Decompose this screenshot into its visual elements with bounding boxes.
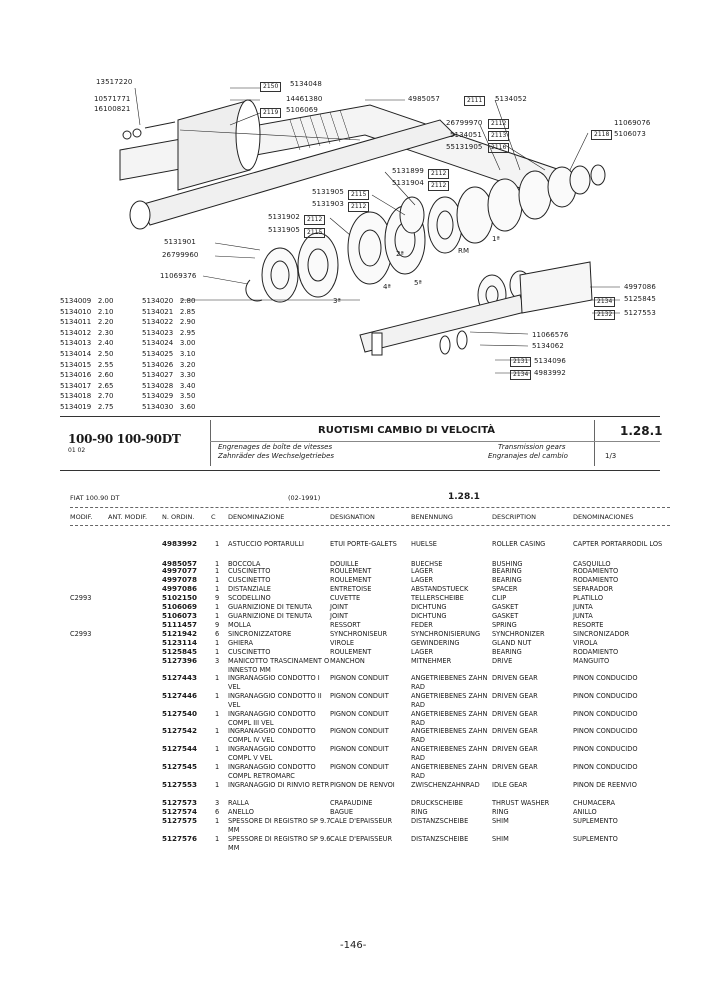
shim-row: 5134017 2.65 bbox=[60, 381, 114, 390]
cell-de: TELLERSCHEIBE bbox=[411, 594, 464, 602]
cell-de: ANGETRIEBENES ZAHN RAD bbox=[411, 763, 488, 780]
cell-code: 5127542 bbox=[162, 726, 198, 735]
ref-box: 2134 bbox=[594, 297, 615, 307]
shim-row: 5134014 2.50 bbox=[60, 349, 114, 358]
cell-code: 5127574 bbox=[162, 807, 198, 816]
shim-row: 5134019 2.75 bbox=[60, 402, 114, 411]
cell-en: GLAND NUT bbox=[492, 639, 532, 647]
cell-it: INGRANAGGIO CONDOTTO II VEL bbox=[228, 692, 322, 709]
ref-box: 2112 bbox=[348, 202, 369, 212]
cell-q: 3 bbox=[215, 657, 220, 665]
cell-code: 5106069 bbox=[162, 602, 198, 611]
ref-box: 2111 bbox=[464, 96, 485, 106]
ref-box: 2118 bbox=[591, 130, 612, 140]
cell-it: ANELLO bbox=[228, 808, 254, 816]
gear-label: 1ª bbox=[492, 235, 500, 243]
cell-en: ROLLER CASING bbox=[492, 540, 546, 548]
list-date: (02-1991) bbox=[288, 494, 321, 502]
cell-de: LAGER bbox=[411, 576, 434, 584]
cell-fr: CALE D'EPAISSEUR bbox=[330, 835, 393, 843]
cell-en: IDLE GEAR bbox=[492, 781, 528, 789]
cell-q: 1 bbox=[215, 603, 220, 611]
cell-q: 3 bbox=[215, 799, 220, 807]
cell-q: 1 bbox=[215, 576, 220, 584]
cell-it: INGRANAGGIO CONDOTTO COMPL RETROMARC bbox=[228, 763, 316, 780]
cell-code: 5127443 bbox=[162, 673, 198, 682]
cell-q: 1 bbox=[215, 763, 220, 771]
cell-fr: VIROLE bbox=[330, 639, 355, 647]
callout: 4983992 bbox=[534, 369, 566, 377]
cell-fr: PIGNON CONDUIT bbox=[330, 763, 389, 771]
header-divider bbox=[594, 441, 660, 442]
header-divider bbox=[594, 420, 595, 466]
cell-q: 1 bbox=[215, 674, 220, 682]
header-divider bbox=[210, 441, 594, 442]
cell-code: 4997077 bbox=[162, 566, 198, 575]
cell-de: DISTANZSCHEIBE bbox=[411, 817, 469, 825]
cell-it: MANICOTTO TRASCINAMENT O INNESTO MM bbox=[228, 657, 330, 674]
cell-de: RING bbox=[411, 808, 428, 816]
shim-row: 5134015 2.55 bbox=[60, 360, 114, 369]
shim-row: 5134027 3.30 bbox=[142, 371, 196, 380]
cell-it: BOCCOLA bbox=[228, 560, 261, 568]
shim-row: 5134010 2.10 bbox=[60, 307, 114, 316]
col-header: C bbox=[211, 513, 216, 521]
callout: 5134051 bbox=[450, 131, 482, 139]
model-name: 100-90 100-90DT bbox=[68, 432, 181, 446]
cell-de: DISTANZSCHEIBE bbox=[411, 835, 469, 843]
cell-code: 5127553 bbox=[162, 780, 198, 789]
ref-box: 2131 bbox=[510, 357, 531, 367]
cell-it: SCODELLINO bbox=[228, 594, 271, 602]
cell-q: 9 bbox=[215, 621, 220, 629]
cell-q: 6 bbox=[215, 630, 220, 638]
shim-row: 5134029 3.50 bbox=[142, 392, 196, 401]
cell-fr: PIGNON CONDUIT bbox=[330, 674, 389, 682]
cell-fr: ROULEMENT bbox=[330, 576, 372, 584]
cell-en: DRIVEN GEAR bbox=[492, 674, 538, 682]
callout: 5131905 bbox=[268, 226, 300, 234]
cell-de: ZWISCHENZAHNRAD bbox=[411, 781, 480, 789]
section-number: 1.28.1 bbox=[620, 424, 663, 438]
cell-es: PINON CONDUCIDO bbox=[573, 763, 638, 771]
cell-q: 1 bbox=[215, 727, 220, 735]
cell-en: SPACER bbox=[492, 585, 518, 593]
cell-it: CUSCINETTO bbox=[228, 576, 271, 584]
cell-code: 5106073 bbox=[162, 611, 198, 620]
cell-fr: CALE D'EPAISSEUR bbox=[330, 817, 393, 825]
cell-de: GEWINDERING bbox=[411, 639, 460, 647]
cell-code: 5121942 bbox=[162, 629, 198, 638]
shim-row: 5134009 2.00 bbox=[60, 297, 114, 305]
cell-es: PINON CONDUCIDO bbox=[573, 727, 638, 735]
cell-de: ANGETRIEBENES ZAHN RAD bbox=[411, 727, 488, 744]
ref-box: 2112 bbox=[428, 169, 449, 179]
cell-fr: BAGUE bbox=[330, 808, 354, 816]
cell-de: ANGETRIEBENES ZAHN RAD bbox=[411, 674, 488, 691]
cell-de: BUECHSE bbox=[411, 560, 443, 568]
ref-box: 2113 bbox=[488, 131, 509, 141]
cell-fr: MANCHON bbox=[330, 657, 365, 665]
cell-es: JUNTA bbox=[573, 612, 593, 620]
cell-fr: ROULEMENT bbox=[330, 567, 372, 575]
cell-it: INGRANAGGIO CONDOTTO COMPL III VEL bbox=[228, 710, 316, 727]
cell-en: DRIVEN GEAR bbox=[492, 727, 538, 735]
callout: 16100821 bbox=[94, 105, 131, 113]
cell-code: 5125845 bbox=[162, 647, 198, 656]
cell-es: PLATILLO bbox=[573, 594, 604, 602]
cell-it: INGRANAGGIO CONDOTTO COMPL IV VEL bbox=[228, 727, 316, 744]
cell-fr: JOINT bbox=[330, 612, 349, 620]
cell-it: GUARNIZIONE DI TENUTA bbox=[228, 603, 312, 611]
col-header: DESCRIPTION bbox=[492, 513, 536, 521]
cell-fr: CRAPAUDINE bbox=[330, 799, 373, 807]
cell-code: 5102150 bbox=[162, 593, 198, 602]
ref-box: 2116 bbox=[488, 143, 509, 153]
shim-row: 5134023 2.95 bbox=[142, 328, 196, 337]
cell-es: PINON CONDUCIDO bbox=[573, 710, 638, 718]
cell-q: 1 bbox=[215, 540, 220, 548]
cell-es: SUPLEMENTO bbox=[573, 835, 618, 843]
callout: 5134052 bbox=[495, 95, 527, 103]
header-rule-bottom bbox=[60, 470, 660, 471]
gear-label: 5ª bbox=[414, 279, 422, 287]
cell-es: VIROLA bbox=[573, 639, 598, 647]
cell-q: 1 bbox=[215, 835, 220, 843]
cell-es: MANGUITO bbox=[573, 657, 610, 665]
cell-fr: PIGNON CONDUIT bbox=[330, 692, 389, 700]
cell-de: DICHTUNG bbox=[411, 603, 447, 611]
cell-code: 4997078 bbox=[162, 575, 198, 584]
callout: 5125845 bbox=[624, 295, 656, 303]
cell-en: DRIVE bbox=[492, 657, 513, 665]
gear-label: 3ª bbox=[333, 297, 341, 305]
cell-fr: PIGNON CONDUIT bbox=[330, 745, 389, 753]
shim-row: 5134018 2.70 bbox=[60, 392, 114, 401]
cell-en: BEARING bbox=[492, 567, 522, 575]
callout: 14461380 bbox=[286, 95, 323, 103]
cell-en: DRIVEN GEAR bbox=[492, 745, 538, 753]
table-header-rule bbox=[70, 525, 670, 526]
callout: 5106073 bbox=[614, 130, 646, 138]
cell-es: CHUMACERA bbox=[573, 799, 616, 807]
callout: 5131901 bbox=[164, 238, 196, 246]
cell-q: 9 bbox=[215, 594, 220, 602]
cell-fr: ETUI PORTE-GALETS bbox=[330, 540, 397, 548]
shim-row: 5134016 2.60 bbox=[60, 371, 114, 380]
cell-en: CLIP bbox=[492, 594, 507, 602]
shim-row: 5134030 3.60 bbox=[142, 402, 196, 411]
cell-fr: SYNCHRONISEUR bbox=[330, 630, 388, 638]
col-header: ANT. MODIF. bbox=[108, 513, 148, 521]
shim-row: 5134024 3.00 bbox=[142, 339, 196, 348]
cell-q: 1 bbox=[215, 817, 220, 825]
callout: 11069076 bbox=[614, 119, 651, 127]
col-header: BENENNUNG bbox=[411, 513, 453, 521]
shim-row: 5134022 2.90 bbox=[142, 318, 196, 327]
title-fr: Engrenages de boîte de vitesses bbox=[218, 443, 333, 451]
cell-en: RING bbox=[492, 808, 509, 816]
cell-es: RODAMIENTO bbox=[573, 576, 619, 584]
shim-row: 5134026 3.20 bbox=[142, 360, 196, 369]
cell-q: 1 bbox=[215, 560, 220, 568]
cell-it: GUARNIZIONE DI TENUTA bbox=[228, 612, 312, 620]
list-section: 1.28.1 bbox=[448, 492, 480, 502]
cell-code: 5123114 bbox=[162, 638, 198, 647]
cell-code: 4997086 bbox=[162, 584, 198, 593]
ref-box: 2150 bbox=[260, 82, 281, 92]
cell-it: GHIERA bbox=[228, 639, 254, 647]
shim-table-left bbox=[60, 296, 113, 413]
cell-es: SINCRONIZADOR bbox=[573, 630, 630, 638]
cell-es: PINON CONDUCIDO bbox=[573, 692, 638, 700]
col-header: DENOMINAZIONE bbox=[228, 513, 285, 521]
cell-es: CASQUILLO bbox=[573, 560, 611, 568]
callout: 13517220 bbox=[96, 78, 133, 86]
cell-code: 5127544 bbox=[162, 744, 198, 753]
cell-fr: RESSORT bbox=[330, 621, 361, 629]
shim-row: 5134013 2.40 bbox=[60, 339, 114, 348]
cell-es: ANILLO bbox=[573, 808, 597, 816]
cell-en: GASKET bbox=[492, 603, 519, 611]
ref-box: 2112 bbox=[428, 181, 449, 191]
cell-en: GASKET bbox=[492, 612, 519, 620]
cell-it: RALLA bbox=[228, 799, 249, 807]
callout: 55131905 bbox=[446, 143, 483, 151]
ref-box: 2119 bbox=[260, 108, 281, 118]
cell-en: BEARING bbox=[492, 576, 522, 584]
cell-de: HUELSE bbox=[411, 540, 437, 548]
callout: 5131899 bbox=[392, 167, 424, 175]
cell-q: 6 bbox=[215, 808, 220, 816]
callout: 5106069 bbox=[286, 106, 318, 114]
cell-q: 1 bbox=[215, 639, 220, 647]
cell-fr: PIGNON CONDUIT bbox=[330, 727, 389, 735]
title-de: Zahnräder des Wechselgetriebes bbox=[218, 452, 335, 460]
ref-box: 2132 bbox=[594, 310, 615, 320]
cell-es: RODAMIENTO bbox=[573, 567, 619, 575]
callout: 5131903 bbox=[312, 200, 344, 208]
callout: 11069376 bbox=[160, 272, 197, 280]
callout: 11066576 bbox=[532, 331, 569, 339]
cell-en: SHIM bbox=[492, 835, 509, 843]
col-header: MODIF. bbox=[70, 513, 93, 521]
page-number: -146- bbox=[340, 940, 367, 951]
cell-de: DICHTUNG bbox=[411, 612, 447, 620]
col-header: DENOMINACIONES bbox=[573, 513, 634, 521]
col-header: DESIGNATION bbox=[330, 513, 375, 521]
cell-de: DRUCKSCHEIBE bbox=[411, 799, 463, 807]
cell-q: 1 bbox=[215, 612, 220, 620]
shim-row: 5134025 3.10 bbox=[142, 349, 196, 358]
cell-it: INGRANAGGIO CONDOTTO COMPL V VEL bbox=[228, 745, 316, 762]
cell-it: ASTUCCIO PORTARULLI bbox=[228, 540, 304, 548]
cell-q: 1 bbox=[215, 745, 220, 753]
callout: 5134048 bbox=[290, 80, 322, 88]
cell-de: LAGER bbox=[411, 567, 434, 575]
gear-label: 2ª bbox=[396, 250, 404, 258]
callout: 10571771 bbox=[94, 95, 131, 103]
cell-en: DRIVEN GEAR bbox=[492, 692, 538, 700]
shim-row: 5134011 2.20 bbox=[60, 318, 114, 327]
ref-box: 2134 bbox=[510, 370, 531, 380]
cell-de: ANGETRIEBENES ZAHN RAD bbox=[411, 692, 488, 709]
cell-en: DRIVEN GEAR bbox=[492, 710, 538, 718]
cell-fr: ROULEMENT bbox=[330, 648, 372, 656]
cell-es: SEPARADOR bbox=[573, 585, 614, 593]
cell-code: 4983992 bbox=[162, 539, 198, 548]
page-fraction: 1/3 bbox=[605, 452, 617, 460]
cell-code: 5127446 bbox=[162, 691, 198, 700]
callout: 4985057 bbox=[408, 95, 440, 103]
cell-q: 1 bbox=[215, 648, 220, 656]
ref-box: 2115 bbox=[348, 190, 369, 200]
shim-row: 5134020 2.80 bbox=[142, 297, 196, 305]
cell-fr: JOINT bbox=[330, 603, 349, 611]
cell-it: CUSCINETTO bbox=[228, 567, 271, 575]
header-rule-top bbox=[60, 416, 660, 417]
col-header: N. ORDIN. bbox=[162, 513, 195, 521]
cell-en: SYNCHRONIZER bbox=[492, 630, 545, 638]
cell-mod: C2993 bbox=[70, 594, 92, 602]
gear-label: RM bbox=[458, 247, 470, 255]
cell-code: 5127573 bbox=[162, 798, 198, 807]
cell-es: JUNTA bbox=[573, 603, 593, 611]
ref-box: 2115 bbox=[304, 228, 325, 238]
ref-box: 2112 bbox=[488, 119, 509, 129]
cell-q: 1 bbox=[215, 585, 220, 593]
callout: 4997086 bbox=[624, 283, 656, 291]
cell-es: PINON DE REENVIO bbox=[573, 781, 637, 789]
cell-es: PINON CONDUCIDO bbox=[573, 745, 638, 753]
shim-row: 5134012 2.30 bbox=[60, 328, 114, 337]
callout: 5131904 bbox=[392, 179, 424, 187]
list-rule bbox=[70, 507, 670, 508]
cell-en: THRUST WASHER bbox=[492, 799, 550, 807]
callout: 26799960 bbox=[162, 251, 199, 259]
cell-code: 5127576 bbox=[162, 834, 198, 843]
cell-q: 1 bbox=[215, 710, 220, 718]
callout: 5127553 bbox=[624, 309, 656, 317]
callout: 5134062 bbox=[532, 342, 564, 350]
shim-table-right bbox=[142, 296, 195, 413]
callout: 5131905 bbox=[312, 188, 344, 196]
cell-it: SPESSORE DI REGISTRO SP 9.6 MM bbox=[228, 835, 331, 852]
cell-es: RESORTE bbox=[573, 621, 604, 629]
cell-it: SPESSORE DI REGISTRO SP 9.7 MM bbox=[228, 817, 331, 834]
cell-de: ANGETRIEBENES ZAHN RAD bbox=[411, 745, 488, 762]
cell-es: PINON CONDUCIDO bbox=[573, 674, 638, 682]
cell-q: 1 bbox=[215, 692, 220, 700]
model-sub: 01 02 bbox=[68, 447, 86, 454]
title-es: Engranajes del cambio bbox=[488, 452, 568, 460]
cell-de: LAGER bbox=[411, 648, 434, 656]
cell-fr: DOUILLE bbox=[330, 560, 359, 568]
callout: 5134096 bbox=[534, 357, 566, 365]
cell-en: BEARING bbox=[492, 648, 522, 656]
cell-it: INGRANAGGIO DI RINVIO RETR bbox=[228, 781, 330, 789]
title-en: Transmission gears bbox=[498, 443, 566, 451]
gear-label: 4ª bbox=[383, 283, 391, 291]
page-title: RUOTISMI CAMBIO DI VELOCITÀ bbox=[318, 425, 496, 436]
cell-es: SUPLEMENTO bbox=[573, 817, 618, 825]
cell-it: DISTANZIALE bbox=[228, 585, 271, 593]
cell-mod: C2993 bbox=[70, 630, 92, 638]
shim-row: 5134021 2.85 bbox=[142, 307, 196, 316]
ref-box: 2112 bbox=[304, 215, 325, 225]
cell-de: FEDER bbox=[411, 621, 433, 629]
callout: 5131902 bbox=[268, 213, 300, 221]
cell-code: 5111457 bbox=[162, 620, 198, 629]
cell-code: 5127540 bbox=[162, 709, 198, 718]
cell-it: SINCRONIZZATORE bbox=[228, 630, 292, 638]
cell-de: ANGETRIEBENES ZAHN RAD bbox=[411, 710, 488, 727]
cell-de: MITNEHMER bbox=[411, 657, 452, 665]
cell-code: 5127545 bbox=[162, 762, 198, 771]
cell-de: SYNCHRONISIERUNG bbox=[411, 630, 481, 638]
header-divider bbox=[210, 420, 211, 466]
cell-fr: CUVETTE bbox=[330, 594, 361, 602]
callout: 26799970 bbox=[446, 119, 483, 127]
list-model: FIAT 100.90 DT bbox=[70, 494, 120, 502]
shim-row: 5134028 3.40 bbox=[142, 381, 196, 390]
cell-it: MOLLA bbox=[228, 621, 251, 629]
cell-code: 5127575 bbox=[162, 816, 198, 825]
cell-en: SPRING bbox=[492, 621, 517, 629]
cell-es: RODAMIENTO bbox=[573, 648, 619, 656]
cell-code: 5127396 bbox=[162, 656, 198, 665]
cell-q: 1 bbox=[215, 781, 220, 789]
cell-q: 1 bbox=[215, 567, 220, 575]
cell-fr: PIGNON CONDUIT bbox=[330, 710, 389, 718]
cell-en: SHIM bbox=[492, 817, 509, 825]
cell-code: 4985057 bbox=[162, 559, 198, 568]
cell-en: DRIVEN GEAR bbox=[492, 763, 538, 771]
cell-es: CAPTER PORTARRODIL LOS bbox=[573, 540, 663, 548]
cell-it: INGRANAGGIO CONDOTTO I VEL bbox=[228, 674, 320, 691]
cell-it: CUSCINETTO bbox=[228, 648, 271, 656]
cell-de: ABSTANDSTUECK bbox=[411, 585, 469, 593]
cell-en: BUSHING bbox=[492, 560, 523, 568]
cell-fr: ENTRETOISE bbox=[330, 585, 372, 593]
cell-fr: PIGNON DE RENVOI bbox=[330, 781, 395, 789]
